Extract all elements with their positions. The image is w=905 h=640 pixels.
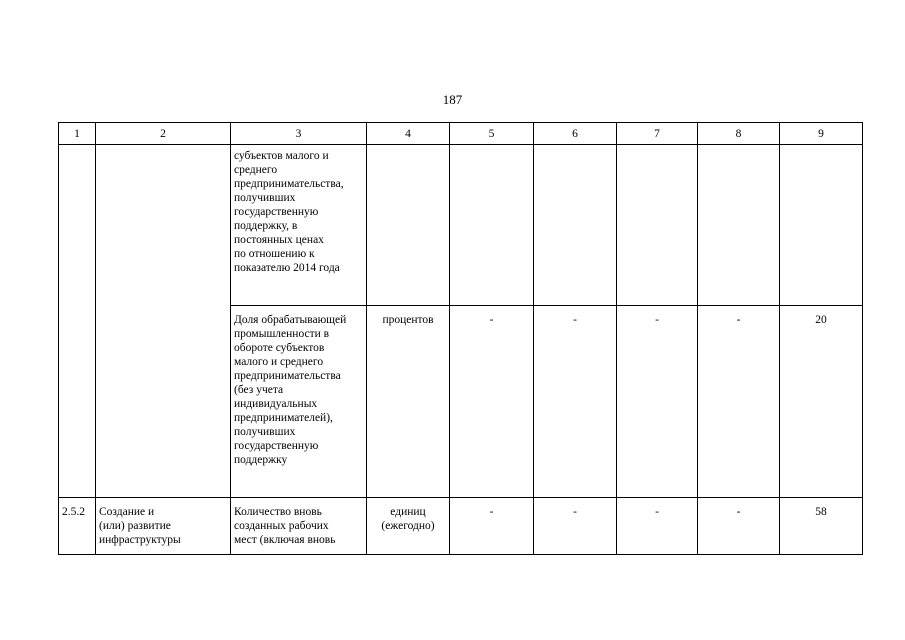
value-cell [698, 145, 780, 306]
value-cell [780, 145, 863, 306]
header-cell: 2 [96, 123, 231, 145]
indicator-cell: Доля обрабатывающей промышленности в обороте субъектов малого и среднего предпринимательства (без учета индивидуальных предпринимателей), получивших государственную поддержку [231, 306, 367, 498]
header-cell: 1 [59, 123, 96, 145]
row-number-cell: 2.5.2 [59, 498, 96, 555]
value-cell [534, 145, 617, 306]
value-cell: - [450, 306, 534, 498]
header-cell: 3 [231, 123, 367, 145]
unit-cell [367, 145, 450, 306]
value-cell [617, 145, 698, 306]
data-table [58, 122, 863, 555]
header-cell: 6 [534, 123, 617, 145]
value-cell: - [617, 306, 698, 498]
table-row [59, 145, 863, 306]
table-header-row [59, 123, 863, 145]
row-number-cell [59, 145, 96, 498]
measure-name-cell [96, 145, 231, 498]
value-cell: - [534, 498, 617, 555]
indicator-cell: Количество вновь созданных рабочих мест (включая вновь [231, 498, 367, 555]
page-number: 187 [442, 92, 463, 107]
header-cell: 4 [367, 123, 450, 145]
indicator-cell: субъектов малого и среднего предпринимательства, получивших государственную поддержку, в постоянных ценах по отношению к показателю 2014 года [231, 145, 367, 306]
measure-name-cell: Создание и (или) развитие инфраструктуры [96, 498, 231, 555]
value-cell: - [698, 306, 780, 498]
header-cell: 5 [450, 123, 534, 145]
value-cell: 20 [780, 306, 863, 498]
value-cell: - [534, 306, 617, 498]
value-cell [450, 145, 534, 306]
value-cell: - [698, 498, 780, 555]
unit-cell: единиц (ежегодно) [367, 498, 450, 555]
unit-cell: процентов [367, 306, 450, 498]
header-cell: 8 [698, 123, 780, 145]
value-cell: 58 [780, 498, 863, 555]
value-cell: - [450, 498, 534, 555]
header-cell: 7 [617, 123, 698, 145]
table-row [59, 498, 863, 555]
value-cell: - [617, 498, 698, 555]
header-cell: 9 [780, 123, 863, 145]
